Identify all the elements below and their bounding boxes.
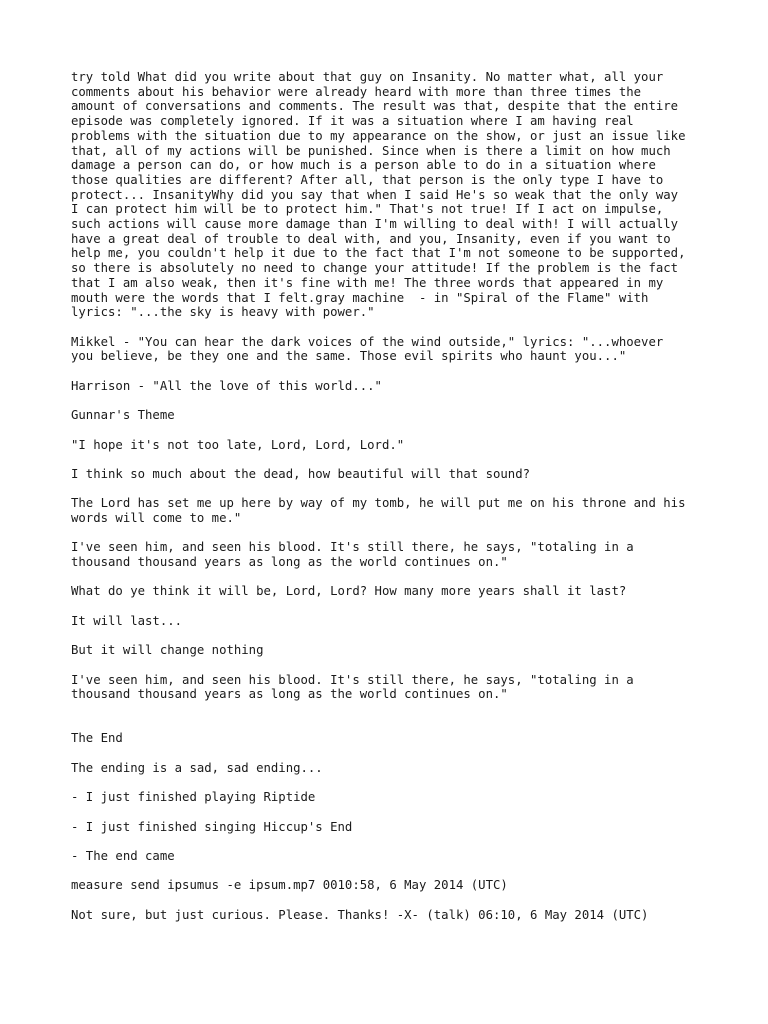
paragraph-harrison: Harrison - "All the love of this world..."	[71, 378, 382, 393]
signature-talk: Not sure, but just curious. Please. Thanks! -X- (talk) 06:10, 6 May 2014 (UTC)	[71, 907, 649, 922]
blank-line	[71, 717, 711, 732]
paragraph-it-will-last: It will last...	[71, 613, 183, 628]
paragraph-hope-not-too-late: "I hope it's not too late, Lord, Lord, Lord."	[71, 437, 405, 452]
paragraph-lord-tomb: The Lord has set me up here by way of my tomb, he will put me on his throne and his words will come to me."	[71, 496, 686, 525]
signature-measure-send: measure send ipsumus -e ipsum.mp7 0010:58, 6 May 2014 (UTC)	[71, 878, 508, 893]
paragraph-how-many-years: What do ye think it will be, Lord, Lord? How many more years shall it last?	[71, 584, 627, 599]
paragraph-change-nothing: But it will change nothing	[71, 643, 264, 658]
document-body	[71, 70, 711, 937]
paragraph-insanity: try told What did you write about that guy on Insanity. No matter what, all your comments about his behavior were already heard with more than three times the amount of conversations and comments. The result was that, despite that the entire episode was completely ignored. If it was a situation where I am having real problems with the situation due to my appearance on the show, or just an issue like that, all of my actions will be punished. Since when is there a limit on how much damage a person can do, or how much is a person able to do in a situation where those qualities are different? After all, that person is the only type I have to protect... InsanityWhy did you say that when I said He's so weak that the only way I can protect him will be to protect him." That's not true! If I act on impulse, such actions will cause more damage than I'm willing to deal with! I will actually have a great deal of trouble to deal with, and you, Insanity, even if you want to help me, you couldn't help it due to the fact that I'm not someone to be supported, so there is absolutely no need to change your attitude! If the problem is the fact that I am also weak, then it's fine with me! The three words that appeared in my mouth were the words that I felt.gray machine - in "Spiral of the Flame" with lyrics: "...the sky is heavy with power."	[71, 70, 686, 320]
paragraph-sad-ending: The ending is a sad, sad ending...	[71, 760, 323, 775]
paragraph-mikkel: Mikkel - "You can hear the dark voices of the wind outside," lyrics: "...whoever you believe, be they one and the same. Those evil spirits who haunt you..."	[71, 334, 664, 364]
paragraph-gunnars-theme: Gunnar's Theme	[71, 408, 175, 423]
paragraph-seen-his-blood-repeat: I've seen him, and seen his blood. It's still there, he says, "totaling in a thousand thousand years as long as the world continues on."	[71, 672, 634, 702]
list-item-end-came: - The end came	[71, 849, 175, 863]
list-item-riptide: - I just finished playing Riptide	[71, 790, 316, 805]
heading-the-end: The End	[71, 731, 123, 746]
list-item-hiccups-end: - I just finished singing Hiccup's End	[71, 819, 353, 834]
paragraph-think-about-dead: I think so much about the dead, how beautiful will that sound?	[71, 466, 531, 481]
paragraph-seen-his-blood: I've seen him, and seen his blood. It's still there, he says, "totaling in a thousand thousand years as long as the world continues on."	[71, 540, 634, 570]
